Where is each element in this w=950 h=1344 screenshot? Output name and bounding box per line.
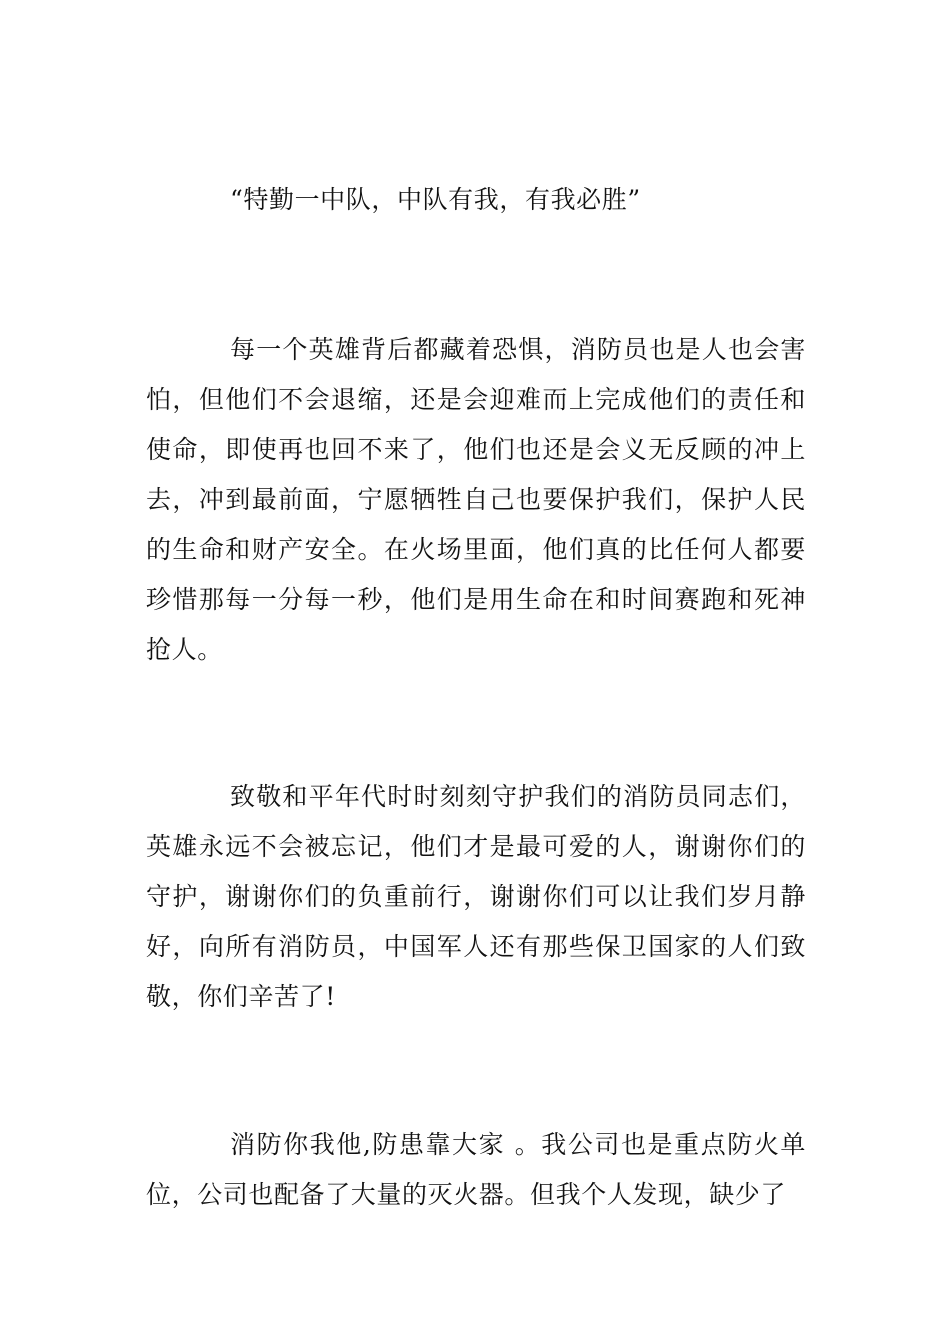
paragraph-fire-safety: 消防你我他,防患靠大家 。我公司也是重点防火单位，公司也配备了大量的灭火器。但我个人发现，缺少了 [146, 1130, 806, 1209]
motto-quote: “特勤一中队，中队有我，有我必胜” [230, 185, 641, 214]
paragraph-heroes-fear: 每一个英雄背后都藏着恐惧，消防员也是人也会害怕，但他们不会退缩，还是会迎难而上完成他们的责任和使命，即使再也回不来了，他们也还是会义无反顾的冲上去，冲到最前面，宁愿牺牲自己也要保护我们，保护人民的生命和财产安全。在火场里面，他们真的比任何人都要珍惜那每一分每一秒，他们是用生命在和时间赛跑和死神抢人。 [146, 335, 806, 664]
paragraph-tribute: 致敬和平年代时时刻刻守护我们的消防员同志们，英雄永远不会被忘记，他们才是最可爱的人，谢谢你们的守护，谢谢你们的负重前行，谢谢你们可以让我们岁月静好，向所有消防员，中国军人还有那些保卫国家的人们致敬，你们辛苦了! [146, 782, 806, 1011]
